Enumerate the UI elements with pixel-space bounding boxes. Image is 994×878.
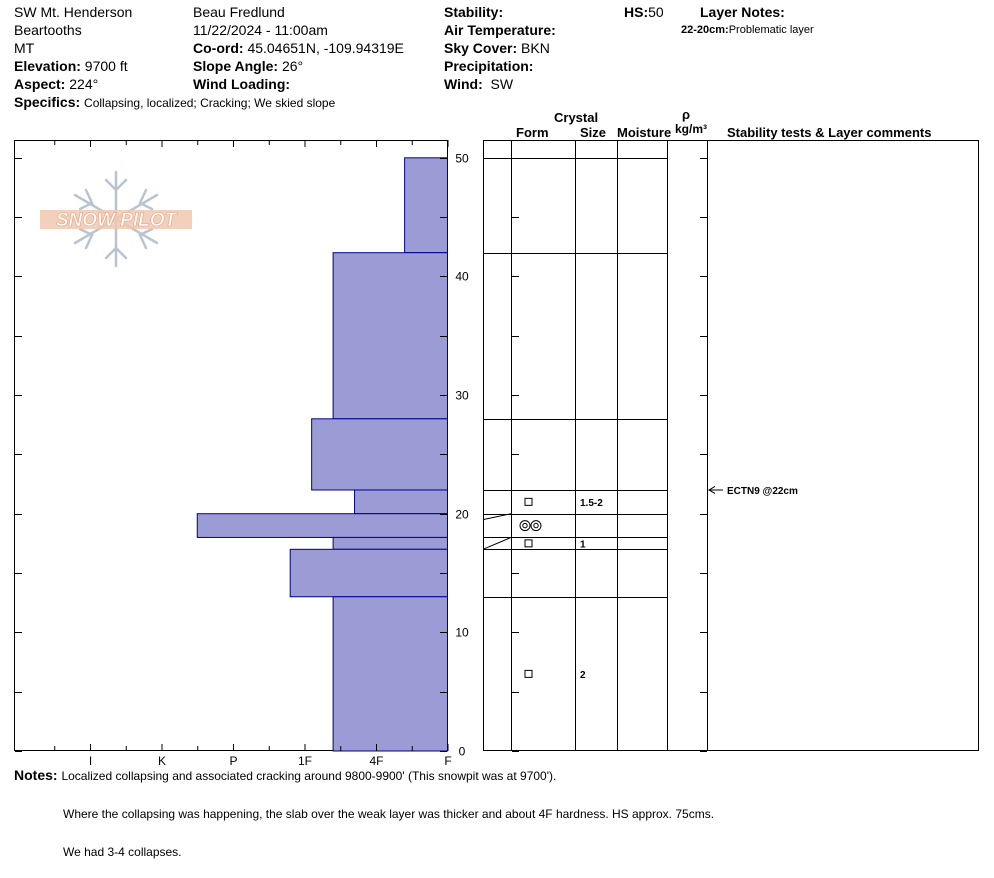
- x-tick-label-K: K: [157, 754, 167, 768]
- x-tick-label-F: F: [444, 754, 452, 768]
- elevation-value: 9700 ft: [84, 58, 128, 74]
- location-name: SW Mt. Henderson: [14, 4, 133, 20]
- density-unit-header: kg/m³: [675, 122, 708, 136]
- stability-test-label-0: ECTN9 @22cm: [727, 485, 798, 497]
- wind-loading-label: Wind Loading:: [193, 76, 291, 92]
- layer-note-text: Problematic layer: [728, 24, 814, 36]
- state-name: MT: [14, 40, 35, 56]
- hardness-bar-6: [290, 549, 447, 596]
- y-tick-label-40: 40: [455, 269, 469, 284]
- y-tick-label-20: 20: [455, 507, 469, 522]
- crystal-size-0: 1.5-2: [580, 497, 603, 509]
- coord-value: 45.04651N, -109.94319E: [247, 40, 404, 56]
- hs-label: HS:: [624, 4, 649, 20]
- hardness-bar-4: [197, 514, 447, 538]
- hardness-bar-0: [405, 158, 448, 253]
- slope-value: 26°: [281, 58, 304, 74]
- crystal-form-round-icon-1c: [531, 521, 541, 531]
- stability-test-markers: [709, 486, 798, 497]
- crystal-header: Crystal: [554, 110, 599, 125]
- layer-notes-label: Layer Notes:: [700, 4, 785, 20]
- sky-label: Sky Cover:: [444, 40, 518, 56]
- slope-label: Slope Angle:: [193, 58, 279, 74]
- hardness-bar-2: [312, 419, 448, 490]
- sky-value: BKN: [521, 40, 550, 56]
- crystal-markers: [520, 498, 603, 681]
- notes-line-1: Localized collapsing and associated cracking around 9800-9900' (This snowpit was at 9700').: [61, 769, 557, 783]
- aspect-value: 224°: [69, 76, 99, 92]
- layer-connector-2: [483, 537, 511, 549]
- crystal-form-round-icon-1b: [523, 523, 527, 527]
- specifics-value: Collapsing, localized; Cracking; We skied slope: [84, 96, 336, 110]
- hardness-bars: [197, 158, 447, 751]
- y-tick-label-30: 30: [455, 388, 469, 403]
- air-temp-label: Air Temperature:: [444, 22, 556, 38]
- x-tick-label-P: P: [229, 754, 238, 768]
- aspect-label: Aspect:: [14, 76, 66, 92]
- crystal-form-round-icon-1a: [520, 521, 530, 531]
- moisture-header: Moisture: [617, 125, 672, 140]
- x-tick-label-1F: 1F: [297, 754, 313, 768]
- specifics-label: Specifics:: [14, 94, 81, 110]
- observation-datetime: 11/22/2024 - 11:00am: [193, 22, 328, 38]
- y-tick-label-50: 50: [455, 151, 469, 166]
- layer-note-depth: 22-20cm:: [681, 24, 729, 36]
- layer-table-frame: [484, 141, 979, 751]
- hardness-bar-7: [333, 597, 447, 751]
- wind-label: Wind:: [444, 76, 483, 92]
- stability-tests-header: Stability tests & Layer comments: [727, 125, 932, 140]
- hardness-bar-1: [333, 253, 447, 419]
- crystal-size-3: 2: [580, 669, 586, 681]
- coord-label: Co-ord:: [193, 40, 244, 56]
- form-header: Form: [516, 125, 549, 140]
- notes: [14, 767, 556, 784]
- notes-line-3: We had 3-4 collapses.: [63, 845, 182, 859]
- crystal-form-square-icon-3: [525, 670, 532, 677]
- y-tick-label-10: 10: [455, 625, 469, 640]
- range-name: Beartooths: [14, 22, 82, 38]
- hardness-bar-3: [355, 490, 448, 514]
- crystal-size-2: 1: [580, 539, 586, 551]
- observer-name: Beau Fredlund: [193, 4, 285, 20]
- hardness-bar-5: [333, 537, 447, 549]
- crystal-form-round-icon-1d: [534, 523, 538, 527]
- x-tick-label-I: I: [88, 754, 93, 768]
- stability-label: Stability:: [444, 4, 504, 20]
- rho-header: ρ: [682, 107, 691, 122]
- crystal-form-square-icon-2: [525, 540, 532, 547]
- snowpilot-logo: [40, 172, 192, 266]
- precip-label: Precipitation:: [444, 58, 534, 74]
- y-tick-label-0: 0: [458, 744, 466, 759]
- hs-value: 50: [648, 4, 664, 20]
- size-header: Size: [580, 125, 607, 140]
- notes-line-2: Where the collapsing was happening, the slab over the weak layer was thicker and about 4F hardness. HS approx. 75cms.: [63, 807, 715, 821]
- logo-text: SNOW PILOT: [55, 210, 177, 231]
- crystal-form-square-icon-0: [525, 498, 532, 505]
- x-tick-label-4F: 4F: [369, 754, 384, 768]
- elevation-label: Elevation:: [14, 58, 81, 74]
- wind-value: SW: [490, 76, 514, 92]
- notes-label: Notes:: [14, 767, 58, 783]
